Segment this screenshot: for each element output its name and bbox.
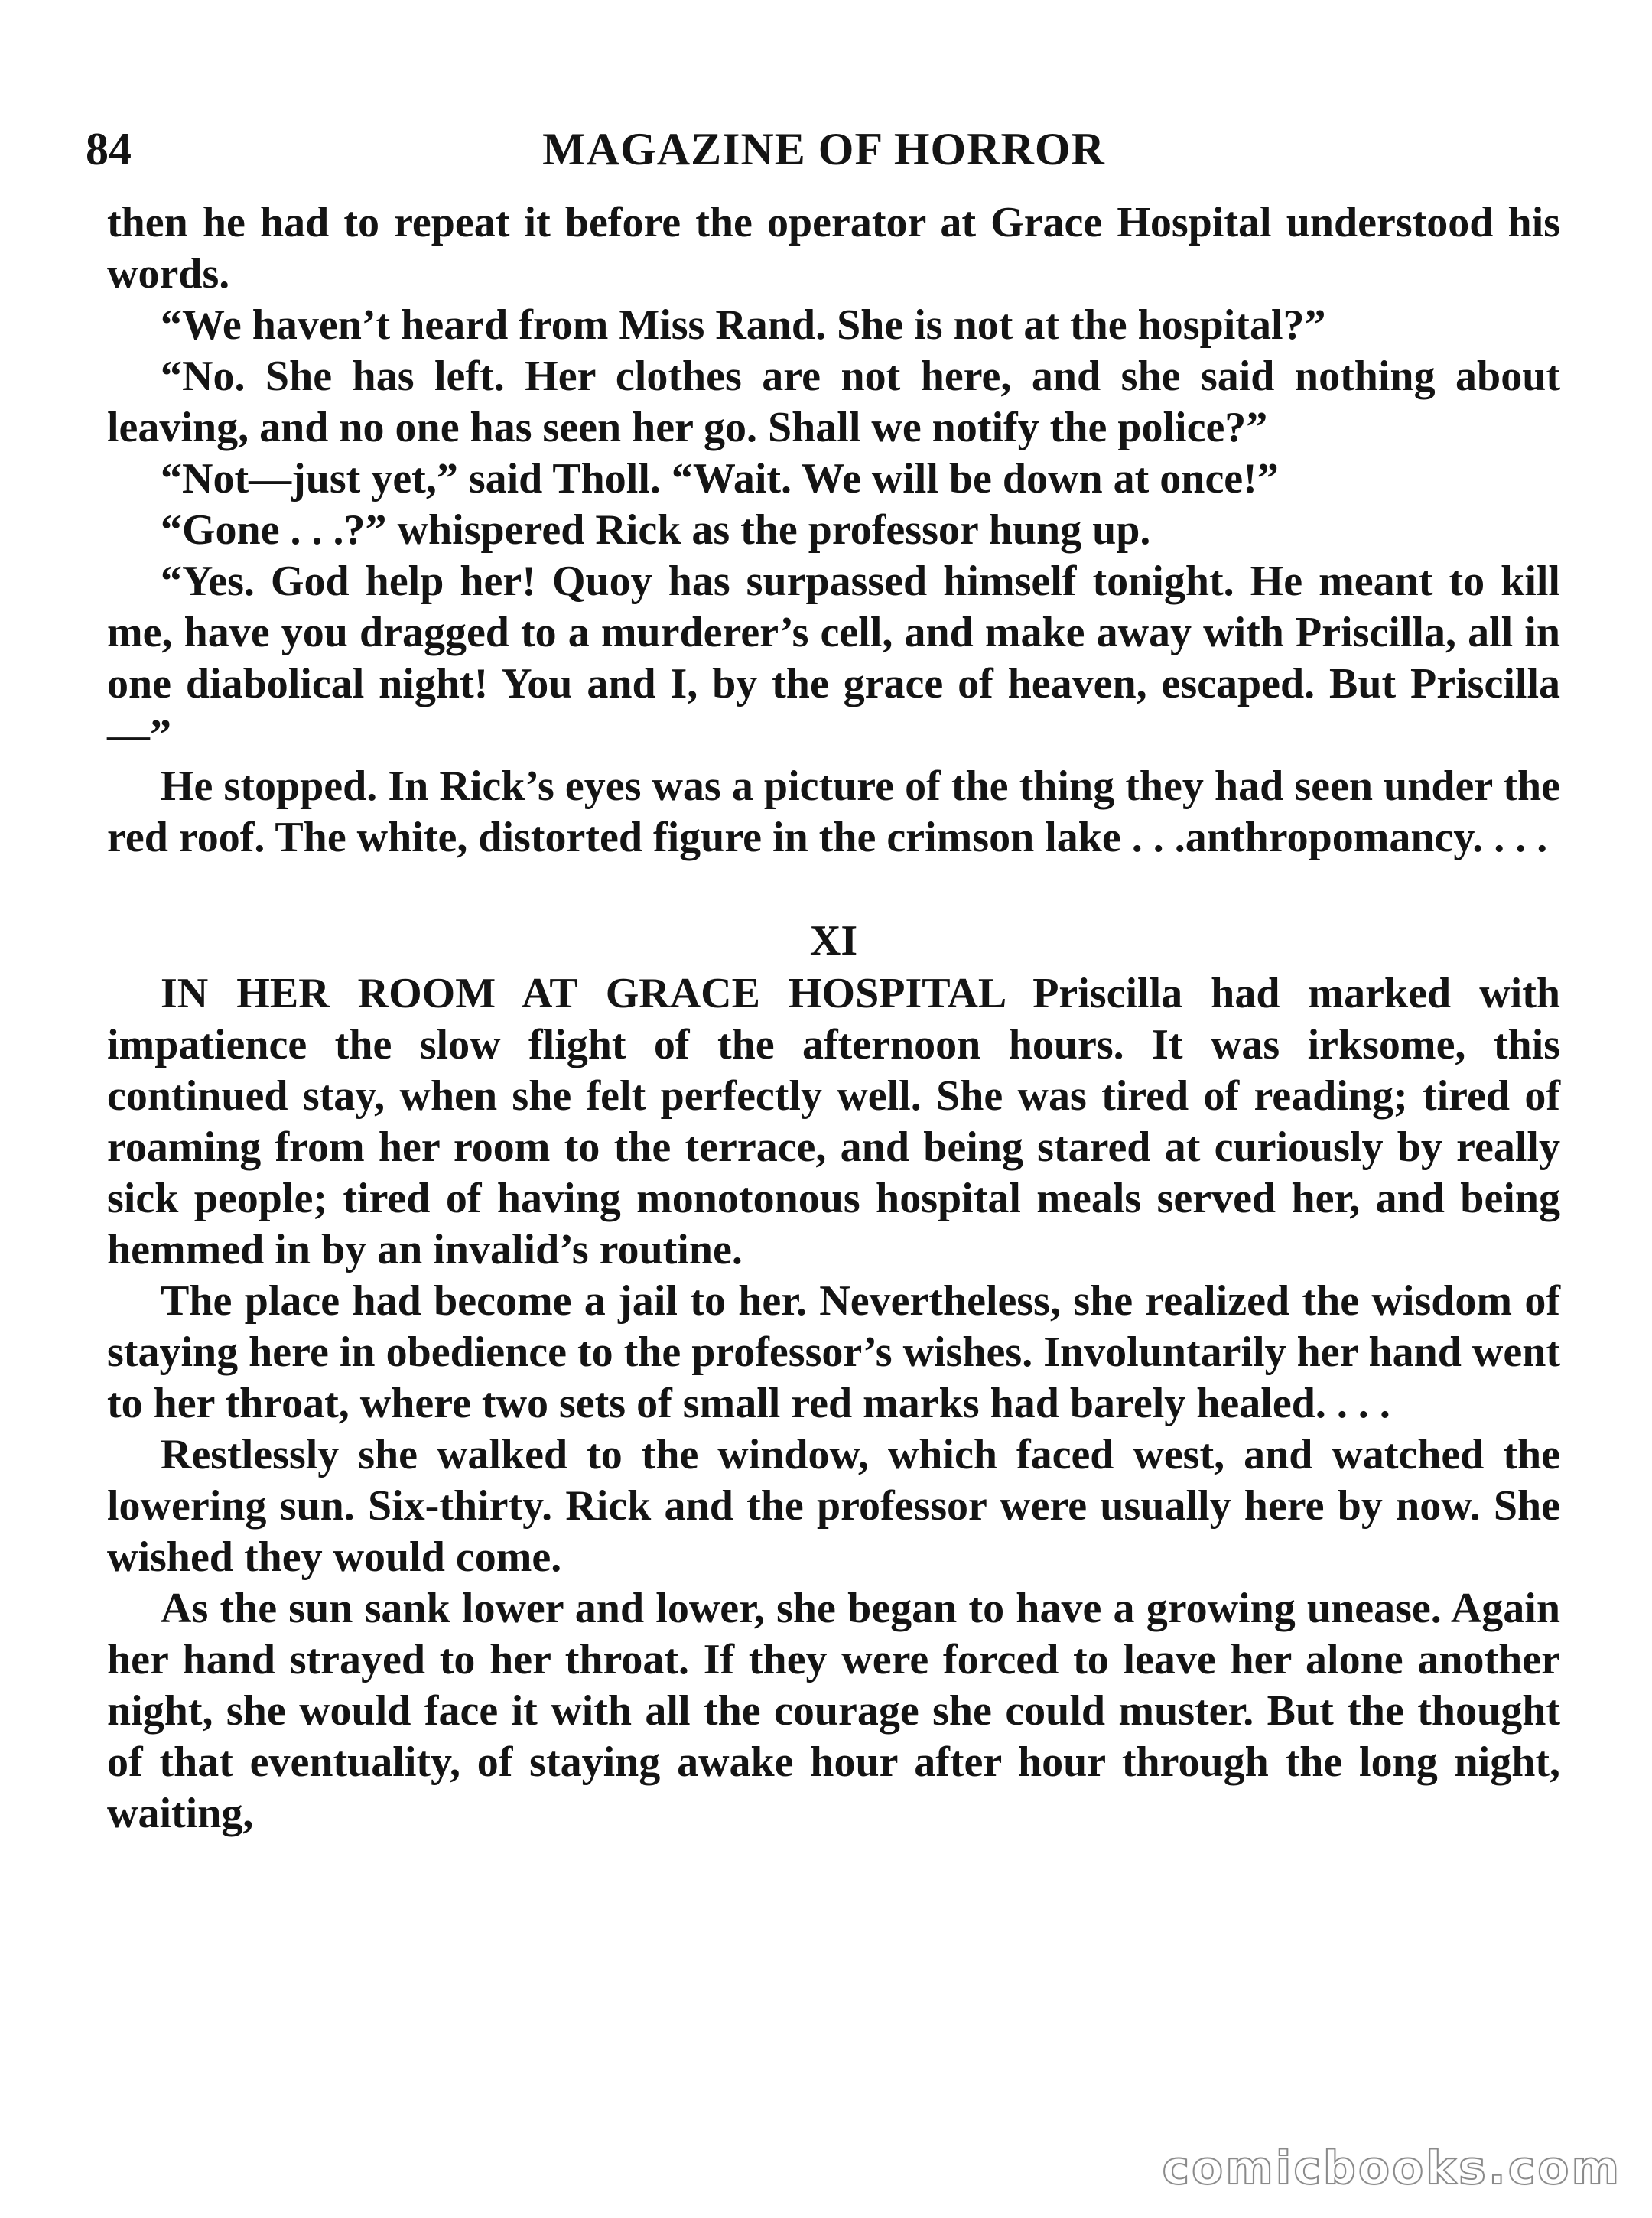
paragraph: “Yes. God help her! Quoy has surpassed himself tonight. He meant to kill me, have you dragged to a murderer’s cell, and make away with Priscilla, all in one diabolical night! You and I, by the grace of heaven, escaped. But Priscilla—” (107, 558, 1560, 759)
chapter-heading: XI (809, 917, 858, 964)
paragraph: “We haven’t heard from Miss Rand. She is not at the hospital?” (161, 301, 1326, 349)
paragraph: As the sun sank lower and lower, she began to have a growing unease. Again her hand strayed to her throat. If they were forced to leave her alone another night, she would face it with all the courage she could muster. But the thought of that eventuality, of staying awake hour after hour through the long night, waiting, (107, 1585, 1560, 1837)
paragraph: then he had to repeat it before the operator at Grace Hospital understood his words. (107, 199, 1560, 298)
watermark: comicbooks.com (1162, 2142, 1621, 2195)
paragraph: “Gone . . .?” whispered Rick as the professor hung up. (161, 506, 1151, 554)
paragraph: The place had become a jail to her. Nevertheless, she realized the wisdom of staying here in obedience to the professor’s wishes. Involuntarily her hand went to her throat, where two sets of small red marks had barely healed. . . . (107, 1277, 1560, 1427)
body-text (107, 197, 1560, 1839)
paragraph: IN HER ROOM AT GRACE HOSPITAL Priscilla had marked with impatience the slow flight of the afternoon hours. It was irksome, this continued stay, when she felt perfectly well. She was tired of reading; tired of roaming from her room to the terrace, and being stared at curiously by really sick people; tired of having monotonous hospital meals served her, and being hemmed in by an invalid’s routine. (107, 970, 1560, 1273)
running-title: MAGAZINE OF HORROR (542, 124, 1105, 174)
paragraph: Restlessly she walked to the window, which faced west, and watched the lowering sun. Six-thirty. Rick and the professor were usually here by now. She wished they would come. (107, 1431, 1560, 1581)
paragraph: “No. She has left. Her clothes are not here, and she said nothing about leaving, and no one has seen her go. Shall we notify the police?” (107, 353, 1560, 451)
paragraph: “Not—just yet,” said Tholl. “Wait. We will be down at once!” (161, 455, 1279, 502)
page-header (86, 115, 1562, 184)
page-number: 84 (86, 124, 132, 174)
paragraph: He stopped. In Rick’s eyes was a picture of the thing they had seen under the red roof. The white, distorted figure in the crimson lake . . .anthropomancy. . . . (107, 763, 1560, 861)
